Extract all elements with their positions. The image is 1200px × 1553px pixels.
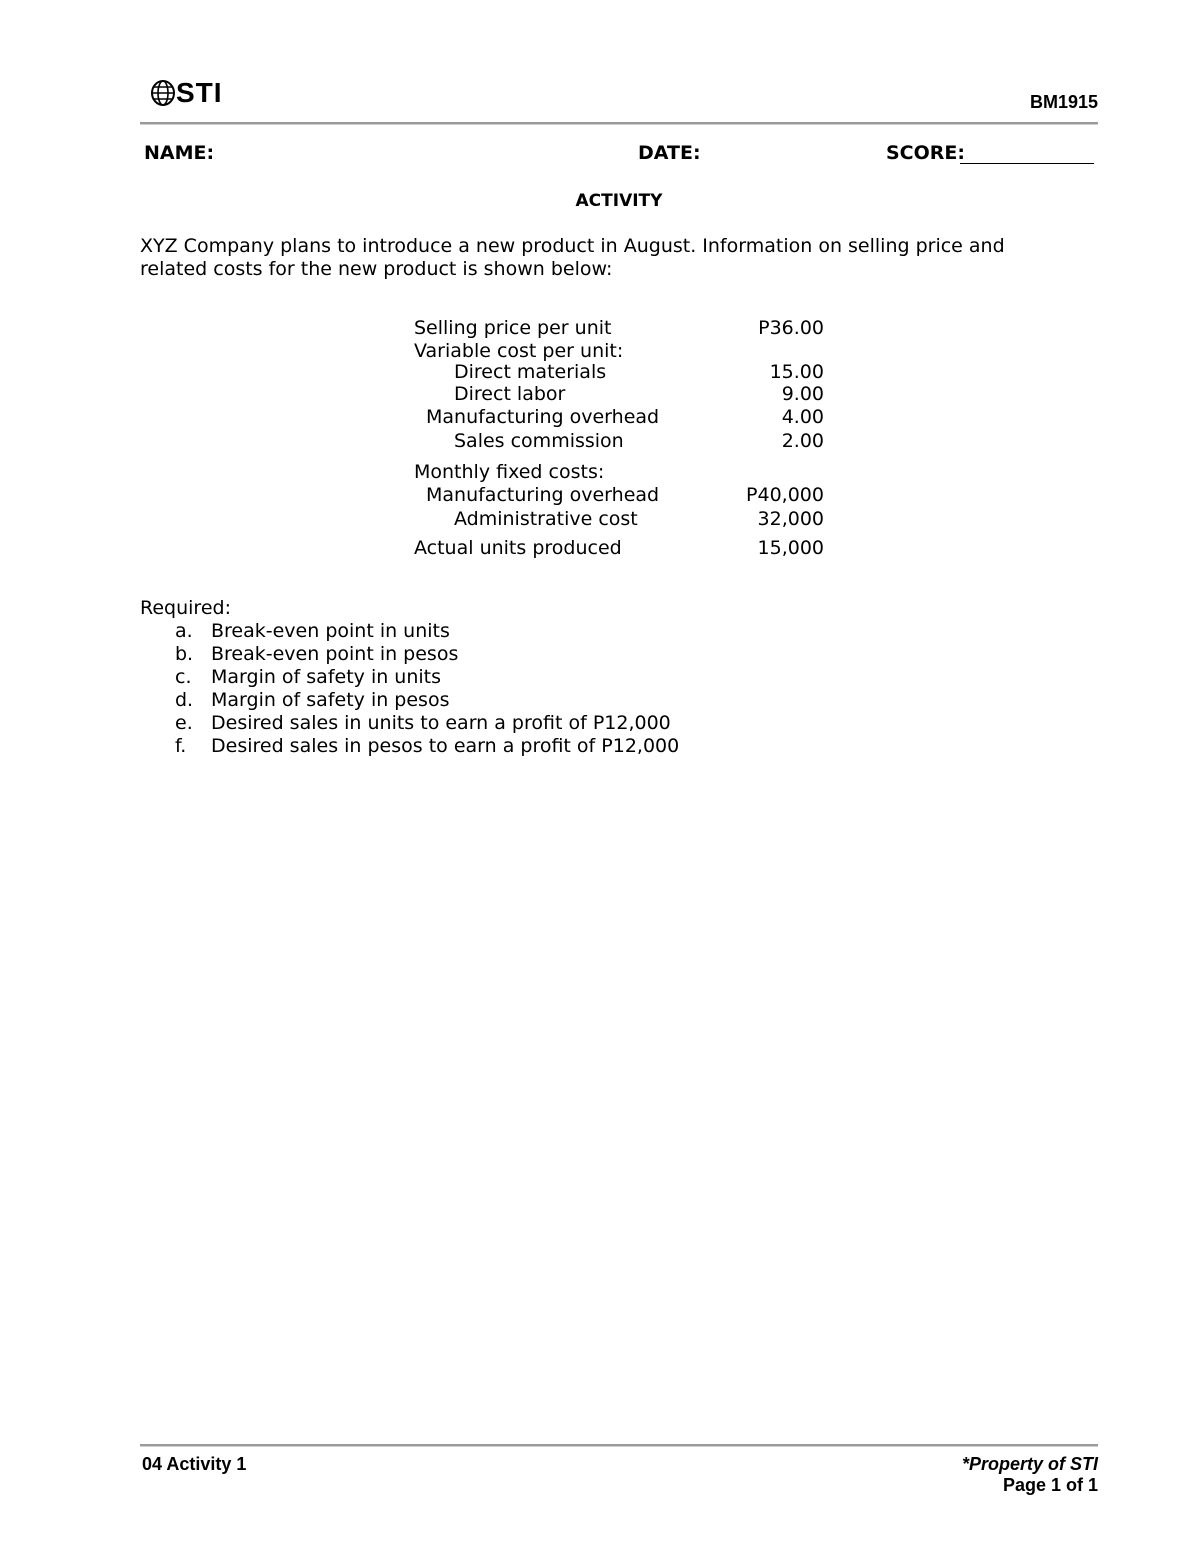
sti-logo [150,76,223,110]
footer-right [962,1454,1098,1496]
item-text: Desired sales in units to earn a profit of P12,000 [211,712,671,734]
section-heading: Monthly fixed costs: [414,461,605,483]
intro-line: related costs for the new product is shown below: [140,258,613,280]
item-marker: f. [175,735,187,757]
row-value: 9.00 [781,383,824,405]
required-list [175,620,975,758]
score-blank-line[interactable] [960,163,1094,164]
property-notice: *Property of STI [961,1454,1098,1474]
row-label: Actual units produced [414,537,622,559]
table-row [414,316,824,340]
item-marker: c. [175,666,192,688]
list-item [175,735,975,758]
table-row [414,405,824,429]
row-label: Manufacturing overhead [426,406,660,428]
header-divider [140,122,1098,125]
row-value: P36.00 [758,317,824,339]
item-text: Desired sales in pesos to earn a profit of P12,000 [211,735,680,757]
intro-paragraph [140,235,1100,281]
row-label: Sales commission [454,430,624,452]
table-row [414,507,824,531]
item-marker: a. [175,620,193,642]
globe-icon [150,78,176,108]
section-heading: Variable cost per unit: [414,340,624,362]
table-row [414,536,824,560]
logo-text: STI [176,77,223,108]
row-value: P40,000 [746,484,824,506]
list-item [175,712,975,735]
page-number: Page 1 of 1 [1002,1475,1098,1495]
list-item [175,666,975,689]
name-label: NAME: [144,142,215,164]
table-row [414,460,824,484]
score-label: SCORE: [886,142,965,164]
document-code: BM1915 [1029,92,1098,112]
item-text: Margin of safety in pesos [211,689,450,711]
list-item [175,689,975,712]
list-item [175,643,975,666]
row-label: Administrative cost [454,508,638,530]
row-value: 2.00 [781,430,824,452]
item-text: Break-even point in pesos [211,643,459,665]
date-label: DATE: [638,142,701,164]
row-value: 15.00 [769,361,824,383]
table-row [414,429,824,453]
row-label: Selling price per unit [414,317,612,339]
list-item [175,620,975,643]
table-row [414,360,824,384]
footer-divider [140,1444,1098,1447]
intro-line: XYZ Company plans to introduce a new product in August. Information on selling price and [140,235,1005,257]
item-marker: d. [175,689,194,711]
footer-activity-label: 04 Activity 1 [142,1454,247,1474]
row-label: Direct labor [454,383,566,405]
row-value: 15,000 [757,537,824,559]
row-label: Manufacturing overhead [426,484,660,506]
item-text: Break-even point in units [211,620,450,642]
activity-title: ACTIVITY [575,191,663,211]
table-row [414,382,824,406]
row-value: 4.00 [781,406,824,428]
item-marker: b. [175,643,194,665]
table-row [414,483,824,507]
required-heading: Required: [140,597,231,619]
item-marker: e. [175,712,193,734]
row-label: Direct materials [454,361,607,383]
row-value: 32,000 [757,508,824,530]
item-text: Margin of safety in units [211,666,442,688]
